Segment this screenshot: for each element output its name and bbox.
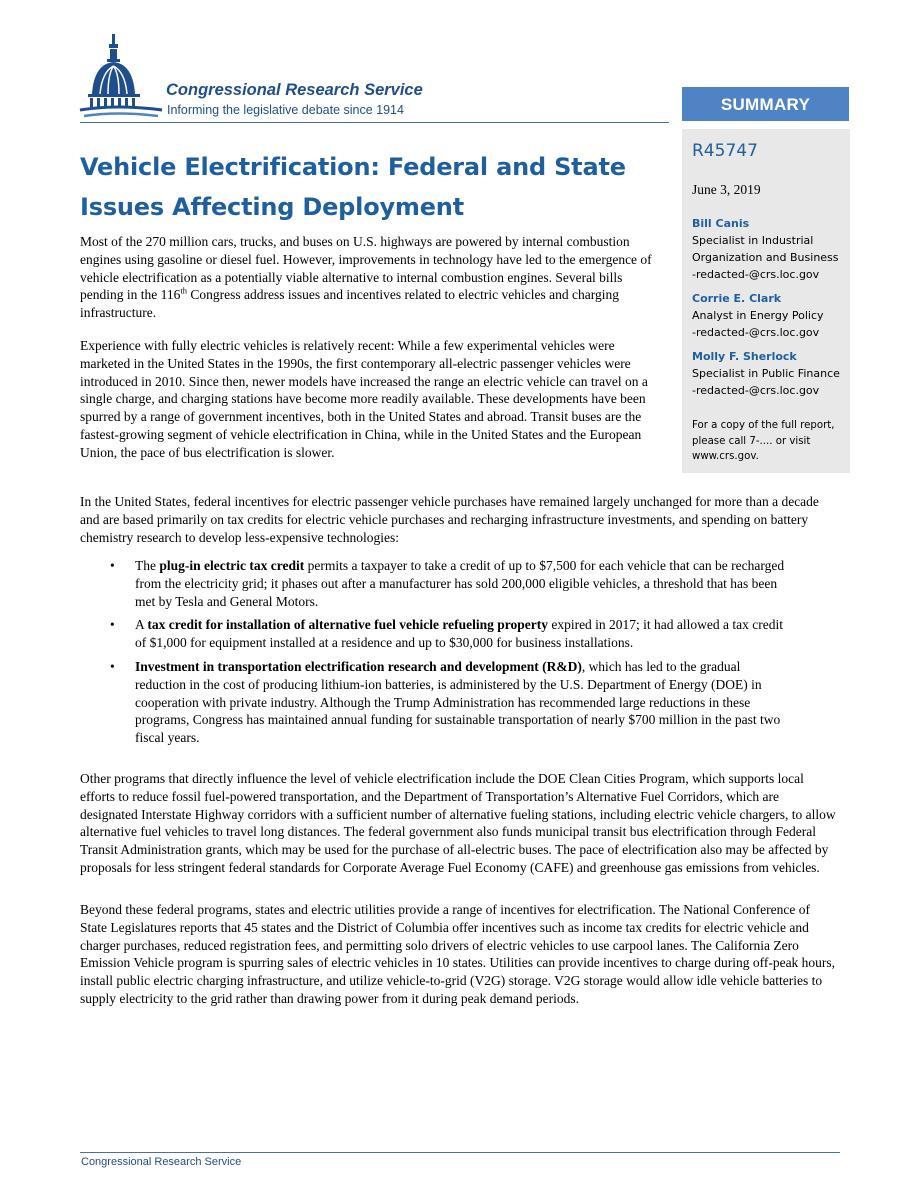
- state-incentives-paragraph: Beyond these federal programs, states and electric utilities provide a range of incentives for electrification. The National Conference of State Legislatures reports that 45 states and the District of Columbia offer incentives such as income tax credits for electric vehicle and charger purchases, reduced registration fees, and permitting solo drivers of electric vehicles to use carpool lanes. The California Zero Emission Vehicle program is spurring sales of electric vehicles in 10 states. Utilities can provide incentives to charge during off-peak hours, install public electric charging infrastructure, and utilize vehicle-to-grid (V2G) storage. V2G storage would allow idle vehicle batteries to supply electricity to the grid rather than drawing power from it during peak demand periods.: [80, 902, 836, 1006]
- report-copy-note: For a copy of the full report, please call 7-.... or visit www.crs.gov.: [692, 420, 835, 462]
- bullet-icon: •: [110, 617, 115, 633]
- author-block: [692, 292, 824, 341]
- author-name: Corrie E. Clark: [692, 292, 782, 305]
- author-email[interactable]: -redacted-@crs.loc.gov: [692, 384, 820, 397]
- header-divider: [80, 122, 669, 123]
- author-email[interactable]: -redacted-@crs.loc.gov: [692, 326, 820, 339]
- author-block: [692, 350, 840, 399]
- footer-divider: [80, 1152, 840, 1153]
- intro-paragraph: Most of the 270 million cars, trucks, and buses on U.S. highways are powered by internal combustion engines using gasoline or diesel fuel. However, improvements in technology have led to the emergence of vehicle electrification as a potentially viable alternative to internal combustion engines. Several bills pending in the 116th Congress address issues and incentives related to electric vehicles and charging infrastructure.: [80, 234, 652, 321]
- author-title-line: Organization and Business: [692, 251, 839, 264]
- report-number: R45747: [692, 141, 758, 161]
- other-programs-paragraph: Other programs that directly influence the level of vehicle electrification include the DOE Clean Cities Program, which supports local efforts to reduce fossil fuel-powered transportation, and the Department of Transportation’s Alternative Fuel Corridors, which are designated Interstate Highway corridors with a sufficient number of alternative fueling stations, including electric vehicle chargers, to allow alternative fuel vehicles to travel long distances. The federal government also funds municipal transit bus electrification through Federal Transit Administration grants, which may be used for the purchase of all-electric buses. The pace of electrification also may be affected by proposals for less stringent federal standards for Corporate Average Fuel Economy (CAFE) and greenhouse gas emissions from vehicles.: [80, 771, 836, 875]
- crs-capitol-logo-icon: [78, 32, 164, 118]
- document-title: Vehicle Electrification: Federal and State Issues Affecting Deployment: [80, 153, 626, 221]
- author-title-line: Specialist in Industrial: [692, 234, 814, 247]
- author-email[interactable]: -redacted-@crs.loc.gov: [692, 268, 820, 281]
- author-name: Molly F. Sherlock: [692, 350, 797, 363]
- intro-paragraph: Experience with fully electric vehicles is relatively recent: While a few experimental vehicles were marketed in the United States in the 1990s, the first contemporary all-electric passenger vehicles were introduced in 2010. Since then, newer models have increased the range an electric vehicle can travel on a single charge, and charging stations have become more readily available. These developments have been spurred by a range of government incentives, both in the United States and abroad. Transit buses are the fastest-growing segment of vehicle electrification in China, while in the United States and the European Union, the pace of bus electrification is slower.: [80, 338, 648, 460]
- org-name: Congressional Research Service: [166, 81, 423, 99]
- footer-text: Congressional Research Service: [81, 1156, 242, 1168]
- list-item: • Investment in transportation electrification research and development (R&D), which has led to the gradual reduction in the cost of producing lithium-ion batteries, is administered by the U.S. Department of Energy (DOE) in cooperation with private industry. Although the Trump Administration has recommended large reductions in these programs, Congress has maintained annual funding for sustainable transportation of nearly $700 million in the past two fiscal years.: [110, 658, 781, 746]
- summary-heading: SUMMARY: [682, 87, 849, 121]
- author-block: [692, 217, 839, 283]
- list-item: • The plug-in electric tax credit permits a taxpayer to take a credit of up to $7,500 for each vehicle that can be recharged from the electricity grid; it phases out after a manufacturer has sold 200,000 eligible vehicles, a threshold that has been met by Tesla and General Motors.: [110, 558, 785, 609]
- bullet-icon: •: [110, 558, 115, 573]
- list-item: • A tax credit for installation of alternative fuel vehicle refueling property expired in 2017; it had allowed a tax credit of $1,000 for equipment installed at a residence and up to $30,000 for business installations.: [110, 617, 784, 651]
- bullet-icon: •: [110, 658, 115, 674]
- incentive-list: [80, 557, 840, 753]
- author-name: Bill Canis: [692, 217, 750, 230]
- federal-incentives-paragraph: In the United States, federal incentives for electric passenger vehicle purchases have remained largely unchanged for more than a decade and are based primarily on tax credits for electric vehicle purchases and recharging infrastructure investments, and spending on battery chemistry research to develop less-expensive technologies:: [80, 494, 819, 545]
- org-tagline: Informing the legislative debate since 1914: [167, 103, 404, 117]
- report-date: June 3, 2019: [692, 182, 761, 197]
- author-title-line: Specialist in Public Finance: [692, 367, 840, 380]
- author-title-line: Analyst in Energy Policy: [692, 309, 824, 322]
